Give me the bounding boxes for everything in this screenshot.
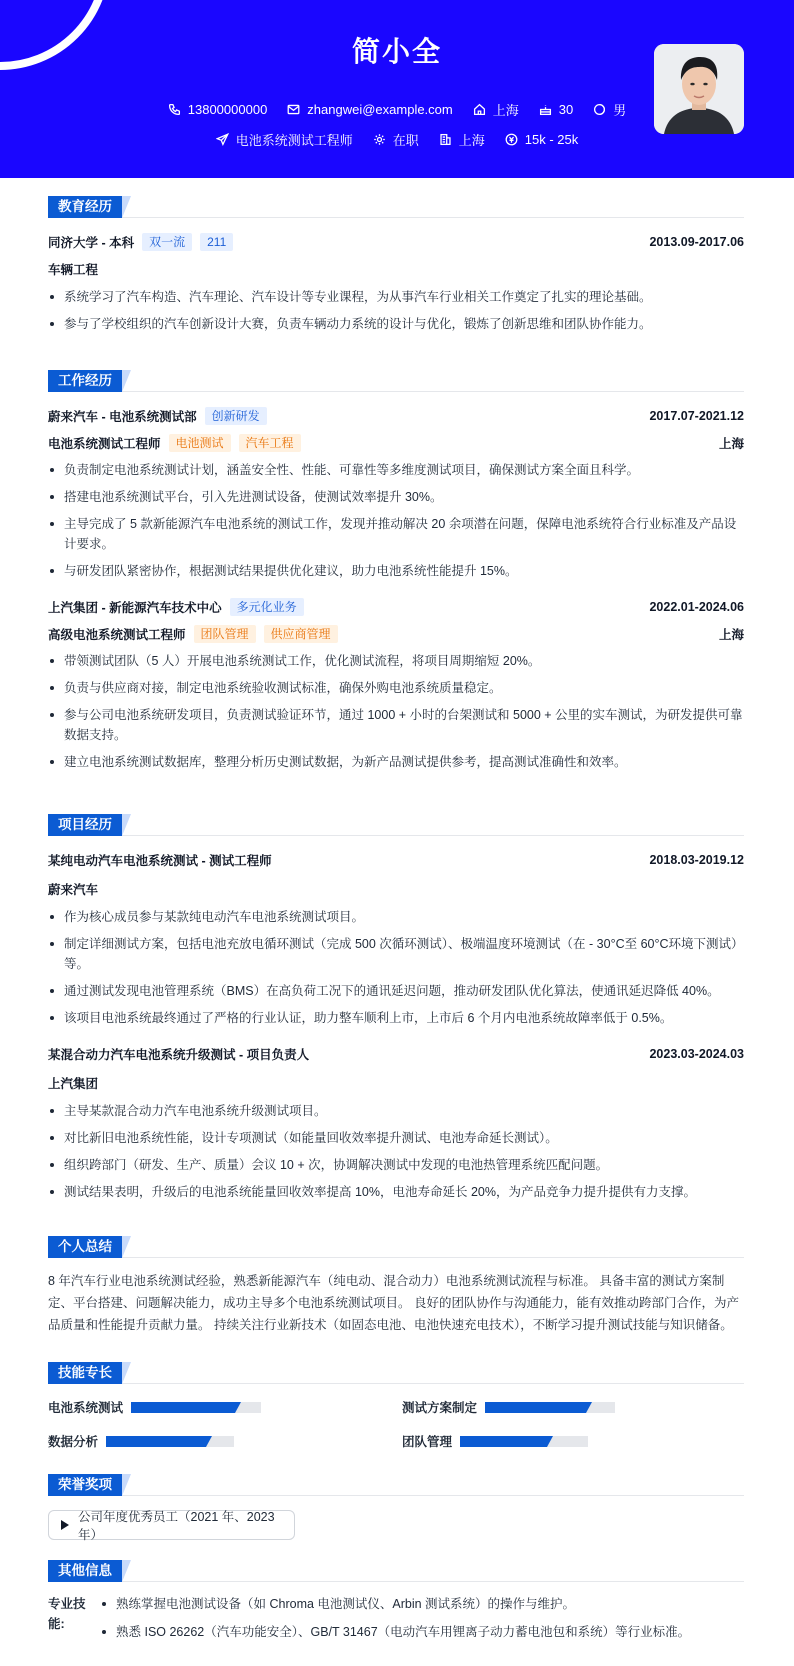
summary-header [48,1236,744,1258]
project-org: 蔚来汽车 [48,883,99,897]
job-period: 2022.01-2024.06 [649,600,744,614]
role-row [48,624,744,644]
job-location: 上海 [718,437,744,451]
other-section [48,1560,744,1650]
projects-section [48,814,744,1202]
cake-icon [539,103,552,116]
work-city-text: 上海 [458,133,485,148]
skill-name: 测试方案制定 [402,1401,478,1415]
job-row [48,406,744,426]
phone-icon [168,103,181,116]
list-item: 负责制定电池系统测试计划，涵盖安全性、性能、可靠性等多维度测试项目，确保测试方案全面且科学。 [48,460,744,480]
list-item: 测试结果表明，升级后的电池系统能量回收效率提高 10%，电池寿命延长 20%，为产品竞争力提升提供有力支撑。 [48,1182,744,1202]
projects-header [48,814,744,836]
skills-grid [48,1398,744,1468]
other-header [48,1560,744,1582]
position-text: 电池系统测试工程师 [235,133,353,148]
money-icon [505,133,518,146]
email-info [287,102,452,117]
age-info [539,102,573,117]
company-name: 上汽集团 - 新能源汽车技术中心 [48,601,222,615]
list-item: 作为核心成员参与某款纯电动汽车电池系统测试项目。 [48,907,744,927]
gear-icon [373,133,386,146]
award-item[interactable] [48,1510,295,1540]
city-info [473,100,519,119]
list-item: 制定详细测试方案，包括电池充放电循环测试（完成 500 次循环测试）、极端温度环境测试（在 - 30°C至 60°C环境下测试）等。 [48,934,744,974]
skill-bar-fill [460,1436,547,1447]
summary-text: 8 年汽车行业电池系统测试经验，熟悉新能源汽车（纯电动、混合动力）电池系统测试流程与标准。 具备丰富的测试方案制定、平台搭建、问题解决能力，成功主导多个电池系统测试项目。 良好的团队协作与沟通能力，能有效推动跨部门合作，为产品质量和性能提升贡献力量。 持续关注行业新技术（如固态电池、电池快速充电技术），不断学习提升测试技能与知识储备。 [48,1274,739,1332]
awards-header [48,1474,744,1496]
skill-name: 电池系统测试 [48,1401,124,1415]
list-item: 主导某款混合动力汽车电池系统升级测试项目。 [48,1101,744,1121]
other-list [100,1594,690,1650]
skill-item [402,1398,615,1416]
skill-item [402,1432,588,1450]
education-list [48,287,744,334]
phone-info [168,102,268,117]
list-item: 带领测试团队（5 人）开展电池系统测试工作，优化测试流程，将项目周期缩短 20%。 [48,651,744,671]
job-period: 2017.07-2021.12 [649,409,744,423]
job-duties [48,651,744,772]
job-duties [48,460,744,581]
email-text: zhangwei@example.com [307,102,453,117]
skill-bar [131,1402,261,1413]
gender-icon [593,103,606,116]
project-details [48,907,744,1028]
skill-item [48,1398,261,1416]
skills-section [48,1362,744,1468]
job-location: 上海 [718,628,744,642]
section-title: 项目经历 [48,814,122,836]
school-tag: 双一流 [142,233,192,251]
mail-icon [287,103,300,116]
list-item: 建立电池系统测试数据库，整理分析历史测试数据，为新产品测试提供参考，提高测试准确性和效率。 [48,752,744,772]
project-row [48,850,744,870]
list-item: 熟悉 ISO 26262（汽车功能安全）、GB/T 31467（电动汽车用锂离子动力蓄电池包和系统）等行业标准。 [100,1622,690,1642]
list-item: 参与公司电池系统研发项目，负责测试验证环节，通过 1000 + 小时的台架测试和 5000 + 公里的实车测试，为研发提供可靠数据支持。 [48,705,744,745]
school-name: 同济大学 - 本科 [48,236,135,250]
skill-bar-fill [131,1402,235,1413]
skill-name: 数据分析 [48,1435,99,1449]
role-row [48,433,744,453]
skill-name: 团队管理 [402,1435,453,1449]
send-icon [216,133,229,146]
project-details [48,1101,744,1202]
education-header [48,196,744,218]
skill-bar-fill [106,1436,206,1447]
list-item: 参与了学校组织的汽车创新设计大赛，负责车辆动力系统的设计与优化，锻炼了创新思维和团队协作能力。 [48,314,744,334]
major-name: 车辆工程 [48,263,99,277]
skills-header [48,1362,744,1384]
age-text: 30 [558,102,574,117]
list-item: 组织跨部门（研发、生产、质量）会议 10 + 次，协调解决测试中发现的电池热管理系统匹配问题。 [48,1155,744,1175]
role-name: 电池系统测试工程师 [48,437,161,451]
skill-item [48,1432,234,1450]
skill-bar [485,1402,615,1413]
project-row [48,1044,744,1064]
role-tag: 电池测试 [169,434,231,452]
city-text: 上海 [492,103,519,118]
skill-bar [106,1436,234,1447]
home-icon [473,103,486,116]
avatar-icon [654,44,744,134]
education-row [48,232,744,252]
education-section [48,196,744,334]
list-item: 搭建电池系统测试平台，引入先进测试设备，使测试效率提升 30%。 [48,487,744,507]
company-tag: 多元化业务 [230,598,304,616]
company-name: 蔚来汽车 - 电池系统测试部 [48,410,197,424]
section-title: 技能专长 [48,1362,122,1384]
salary-text: 15k - 25k [524,132,579,147]
list-item: 该项目电池系统最终通过了严格的行业认证，助力整车顺利上市，上市后 6 个月内电池系统故障率低于 0.5%。 [48,1008,744,1028]
job-row [48,597,744,617]
section-title: 工作经历 [48,370,122,392]
gender-info [593,100,626,119]
awards-section [48,1474,744,1540]
education-period: 2013.09-2017.06 [649,235,744,249]
expand-triangle-icon [61,1520,69,1530]
list-item: 负责与供应商对接，制定电池系统验收测试标准，确保外购电池系统质量稳定。 [48,678,744,698]
other-label: 专业技能: [48,1597,86,1631]
list-item: 系统学习了汽车构造、汽车理论、汽车设计等专业课程，为从事汽车行业相关工作奠定了扎实的理论基础。 [48,287,744,307]
company-tag: 创新研发 [205,407,267,425]
project-period: 2023.03-2024.03 [649,1047,744,1061]
gender-text: 男 [613,103,627,118]
building-icon [439,133,452,146]
section-title: 荣誉奖项 [48,1474,122,1496]
status-text: 在职 [392,133,419,148]
list-item: 熟练掌握电池测试设备（如 Chroma 电池测试仪、Arbin 测试系统）的操作与维护。 [100,1594,690,1614]
list-item: 主导完成了 5 款新能源汽车电池系统的测试工作，发现并推动解决 20 余项潜在问题，保障电池系统符合行业标准及产品设计要求。 [48,514,744,554]
role-name: 高级电池系统测试工程师 [48,628,186,642]
skill-bar [460,1436,588,1447]
other-skills [48,1594,744,1650]
role-tag: 汽车工程 [239,434,301,452]
list-item: 通过测试发现电池管理系统（BMS）在高负荷工况下的通讯延迟问题，推动研发团队优化算法，使通讯延迟降低 40%。 [48,981,744,1001]
list-item: 与研发团队紧密协作，根据测试结果提供优化建议，助力电池系统性能提升 15%。 [48,561,744,581]
work-city-info [439,130,485,149]
section-title: 教育经历 [48,196,122,218]
list-item: 对比新旧电池系统性能，设计专项测试（如能量回收效率提升测试、电池寿命延长测试）。 [48,1128,744,1148]
project-name: 某纯电动汽车电池系统测试 - 测试工程师 [48,854,272,868]
project-name: 某混合动力汽车电池系统升级测试 - 项目负责人 [48,1048,310,1062]
section-title: 其他信息 [48,1560,122,1582]
phone-text: 13800000000 [187,102,268,117]
role-tag: 供应商管理 [264,625,338,643]
position-info [216,130,353,149]
resume-header [0,0,794,178]
project-period: 2018.03-2019.12 [649,853,744,867]
role-tag: 团队管理 [194,625,256,643]
work-section [48,370,744,772]
salary-info [505,132,578,147]
project-org: 上汽集团 [48,1077,99,1091]
section-title: 个人总结 [48,1236,122,1258]
skill-bar-fill [485,1402,586,1413]
school-tag: 211 [200,233,233,251]
profile-photo [654,44,744,134]
status-info [373,130,419,149]
candidate-name: 简小全 [351,36,442,67]
summary-section [48,1236,744,1336]
work-header [48,370,744,392]
award-text: 公司年度优秀员工（2021 年、2023 年） [78,1510,275,1542]
